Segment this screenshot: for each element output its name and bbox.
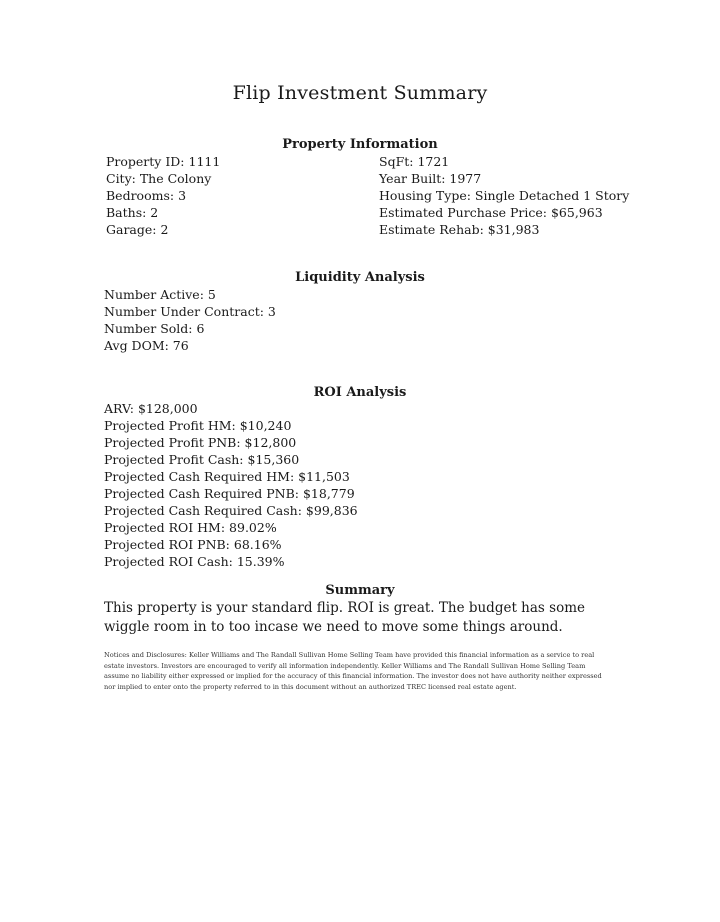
property-id: Property ID: 1111 bbox=[106, 154, 221, 169]
roi-profit-cash: Projected Profit Cash: $15,360 bbox=[104, 452, 300, 467]
roi-list bbox=[104, 400, 358, 570]
liquidity-avg-dom: Avg DOM: 76 bbox=[104, 338, 189, 353]
liquidity-number-active: Number Active: 5 bbox=[104, 287, 216, 302]
property-city: City: The Colony bbox=[106, 171, 212, 186]
property-left-column bbox=[106, 153, 220, 238]
roi-roi-hm: Projected ROI HM: 89.02% bbox=[104, 520, 277, 535]
property-year-built: Year Built: 1977 bbox=[379, 171, 482, 186]
liquidity-list bbox=[104, 286, 276, 354]
roi-roi-cash: Projected ROI Cash: 15.39% bbox=[104, 554, 285, 569]
property-information-heading: Property Information bbox=[282, 137, 438, 152]
roi-cash-required-cash: Projected Cash Required Cash: $99,836 bbox=[104, 503, 358, 518]
summary-heading: Summary bbox=[325, 583, 395, 598]
property-purchase-price: Estimated Purchase Price: $65,963 bbox=[379, 205, 603, 220]
roi-profit-hm: Projected Profit HM: $10,240 bbox=[104, 418, 292, 433]
property-sqft: SqFt: 1721 bbox=[379, 154, 450, 169]
page-title: Flip Investment Summary bbox=[232, 82, 488, 104]
property-right-column bbox=[379, 153, 629, 238]
roi-arv: ARV: $128,000 bbox=[104, 401, 198, 416]
summary-text: This property is your standard flip. ROI is great. The budget has some wiggle room in to too incase we need to move some things around. bbox=[104, 600, 585, 635]
liquidity-number-under-contract: Number Under Contract: 3 bbox=[104, 304, 276, 319]
roi-profit-pnb: Projected Profit PNB: $12,800 bbox=[104, 435, 297, 450]
roi-analysis-heading: ROI Analysis bbox=[313, 385, 407, 400]
liquidity-number-sold: Number Sold: 6 bbox=[104, 321, 205, 336]
roi-roi-pnb: Projected ROI PNB: 68.16% bbox=[104, 537, 282, 552]
property-rehab: Estimate Rehab: $31,983 bbox=[379, 222, 540, 237]
roi-cash-required-hm: Projected Cash Required HM: $11,503 bbox=[104, 469, 350, 484]
property-garage: Garage: 2 bbox=[106, 222, 169, 237]
property-bedrooms: Bedrooms: 3 bbox=[106, 188, 187, 203]
property-housing-type: Housing Type: Single Detached 1 Story bbox=[379, 188, 630, 203]
liquidity-analysis-heading: Liquidity Analysis bbox=[295, 270, 425, 285]
notices-disclosures: Notices and Disclosures: Keller Williams and The Randall Sullivan Home Selling Team have provided this financial information as a service to real estate investors. Investors are encouraged to verify all information independently. Keller Williams and The Randall Sullivan Home Selling Team assume no liability either expressed or implied for the accuracy of this financial information. The investor does not have authority neither expressed nor implied to enter onto the property referred to in this document without an authorized TREC licensed real estate agent. bbox=[104, 651, 602, 691]
roi-cash-required-pnb: Projected Cash Required PNB: $18,779 bbox=[104, 486, 355, 501]
property-baths: Baths: 2 bbox=[106, 205, 159, 220]
